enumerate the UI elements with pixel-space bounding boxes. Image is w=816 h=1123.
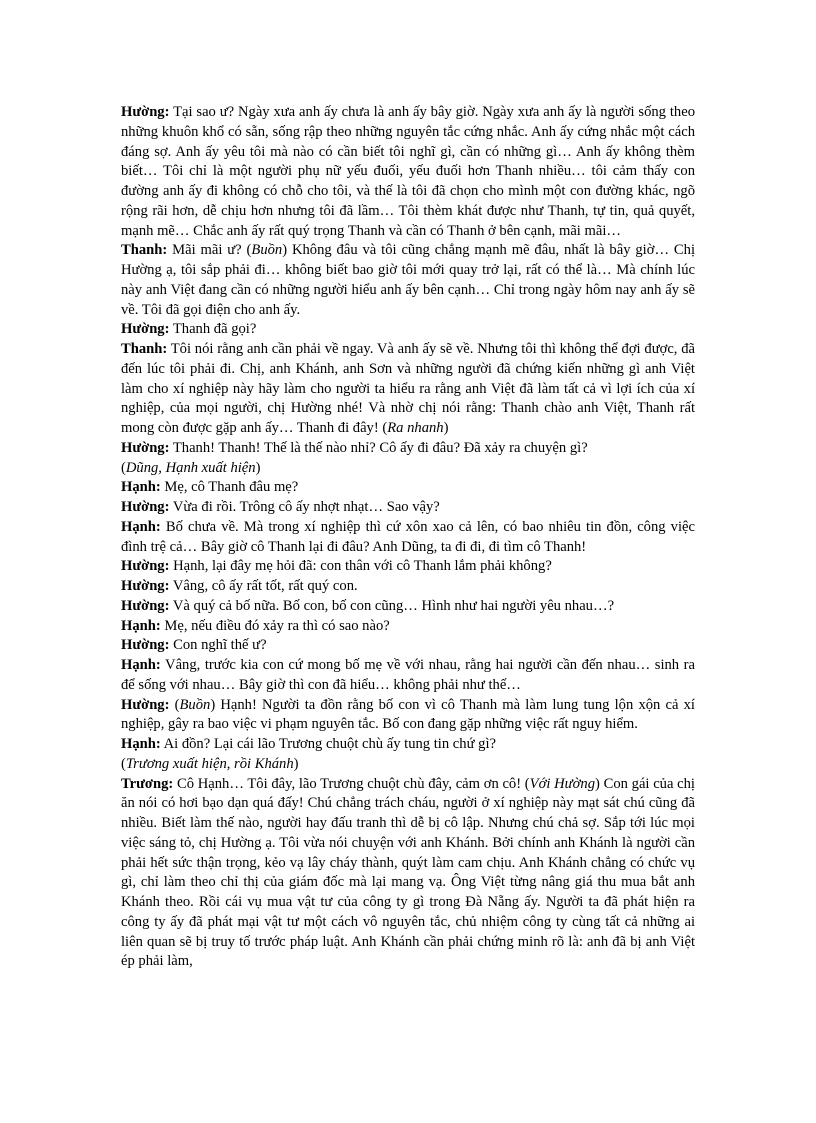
italic-direction-text: Buồn — [179, 696, 211, 713]
dialogue-text: ( — [121, 459, 126, 476]
dialogue-paragraph — [121, 478, 695, 498]
dialogue-paragraph — [121, 735, 695, 755]
speaker-name: Hường: — [121, 696, 170, 713]
speaker-name: Hường: — [121, 321, 170, 338]
dialogue-paragraph — [121, 577, 695, 597]
dialogue-text: ) — [293, 755, 299, 772]
dialogue-paragraph — [121, 617, 695, 637]
dialogue-text: Và quý cả bố nữa. Bố con, bố con cũng… Hình như hai người yêu nhau…? — [169, 597, 615, 614]
dialogue-text: Ai đồn? Lại cái lão Trương chuột chù ấy tung tin chứ gì? — [160, 736, 496, 752]
dialogue-text: ( — [169, 696, 180, 713]
stage-direction — [121, 755, 695, 775]
dialogue-text: Mãi mãi ư? ( — [167, 242, 252, 259]
italic-direction-text: Buồn — [251, 242, 283, 259]
dialogue-paragraph — [121, 557, 695, 577]
dialogue-paragraph — [121, 103, 695, 241]
speaker-name: Hạnh: — [121, 518, 161, 535]
speaker-name: Hạnh: — [121, 479, 161, 496]
dialogue-text: Vâng, trước kia con cứ mong bố mẹ về với nhau, rằng hai người cần đến nhau… sinh ra để sống với nhau… Bây giờ thì con đã hiểu… không phải như thế… — [121, 657, 695, 693]
speaker-name: Hạnh: — [121, 736, 161, 752]
dialogue-text: ) Con gái của chị ăn nói có hơi bạo dạn quá đấy! Chú chẳng trách cháu, người ở xí nghiệp này mạt sát chú cũng đã nhiều. Biết làm thế nào, người hay đấu tranh thì dễ bị cô lập. Nhưng chú chả sợ. Sắp tới lúc mọi việc sáng tỏ, chị Hường ạ. Tôi vừa nói chuyện với anh Khánh. Bởi chính anh Khánh là người cần phải hết sức thận trọng, kẻo vạ lây cháy thành, quýt làm cam chịu. Anh Khánh chẳng có chức vụ gì, chỉ làm theo chỉ thị của giám đốc mà lại mang vạ. Ông Việt từng nâng giá thu mua bắt anh Khánh theo. Rồi cái vụ mua vật tư của công ty gì trong Đà Nẵng ấy. Người ta đã phát hiện ra công ty ấy đã phát mại vật tư một cách vô nguyên tắc, chủ nhiệm công ty cùng tất cả những ai liên quan sẽ bị truy tố trước pháp luật. Anh Khánh cần phải chứng minh rõ là: anh đã bị anh Việt ép phải làm, — [121, 775, 695, 970]
dialogue-text: Cô Hạnh… Tôi đây, lão Trương chuột chù đây, cảm ơn cô! ( — [173, 775, 530, 792]
dialogue-text: Vâng, cô ấy rất tốt, rất quý con. — [169, 578, 358, 594]
dialogue-text: ) Không đâu và tôi cũng chẳng mạnh mẽ đâu, nhất là bây giờ… Chị Hường ạ, tôi sắp phải đi… không biết bao giờ tôi mới quay trở lại, rất có thể là… Mà chính lúc này anh Việt đang cần có những người hiểu anh ấy bên cạnh… Chỉ trong ngày hôm nay anh ấy sẽ về. Tôi đã gọi điện cho anh ấy. — [121, 242, 696, 318]
speaker-name: Hường: — [121, 104, 170, 120]
speaker-name: Hường: — [121, 578, 170, 594]
dialogue-text: ) — [443, 420, 449, 436]
dialogue-paragraph — [121, 340, 695, 439]
speaker-name: Trương: — [121, 775, 174, 792]
dialogue-text: ( — [121, 755, 126, 772]
speaker-name: Thanh: — [121, 242, 168, 259]
dialogue-text: Hạnh, lại đây mẹ hỏi đã: con thân với cô Thanh lắm phải không? — [169, 558, 552, 575]
dialogue-text: ) Hạnh! Người ta đồn rằng bố con vì cô Thanh mà làm lung tung lộn xộn cả xí nghiệp, gây ra bao việc vi phạm nguyên tắc. Bố con đang gặp những việc rất nguy hiểm. — [121, 696, 695, 733]
dialogue-paragraph — [121, 320, 695, 340]
dialogue-paragraph — [121, 636, 695, 656]
italic-direction-text: Dũng, Hạnh xuất hiện — [125, 459, 256, 476]
speaker-name: Hường: — [121, 597, 170, 614]
italic-direction-text: Trương xuất hiện, rồi Khánh — [125, 755, 294, 772]
speaker-name: Hường: — [121, 439, 170, 456]
dialogue-text: Mẹ, cô Thanh đâu mẹ? — [160, 479, 299, 496]
speaker-name: Thanh: — [121, 341, 168, 357]
dialogue-paragraph — [121, 597, 695, 617]
speaker-name: Hường: — [121, 499, 170, 515]
dialogue-paragraph — [121, 439, 695, 459]
speaker-name: Hạnh: — [121, 657, 161, 673]
document-page — [121, 103, 695, 972]
dialogue-text: Mẹ, nếu điều đó xảy ra thì có sao nào? — [160, 617, 390, 634]
dialogue-paragraph — [121, 518, 695, 558]
dialogue-text: Thanh đã gọi? — [169, 321, 257, 338]
dialogue-paragraph — [121, 775, 695, 973]
italic-direction-text: Với Hường — [529, 775, 596, 792]
speaker-name: Hường: — [121, 558, 170, 575]
dialogue-paragraph — [121, 656, 695, 696]
dialogue-paragraph — [121, 241, 695, 320]
dialogue-text: Thanh! Thanh! Thế là thế nào nhỉ? Cô ấy đi đâu? Đã xảy ra chuyện gì? — [169, 439, 588, 456]
dialogue-text: Vừa đi rồi. Trông cô ấy nhợt nhạt… Sao vậy? — [169, 499, 440, 515]
dialogue-text: ) — [255, 459, 261, 476]
dialogue-text: Con nghĩ thế ư? — [169, 637, 267, 654]
dialogue-text: Tôi nói rằng anh cần phải về ngay. Và anh ấy sẽ về. Nhưng tôi thì không thể đợi được, đã đến lúc tôi phải đi. Chị, anh Khánh, anh Sơn và những người đã chứng kiến những gì anh Việt làm cho xí nghiệp này hãy làm cho người ta hiểu ra rằng anh Việt đã làm tất cả vì lợi ích của xí nghiệp, của mọi người, chị Hường nhé! Và nhờ chị nói rằng: Thanh chào anh Việt, Thanh rất mong còn được gặp anh ấy… Thanh đi đây! ( — [121, 341, 695, 436]
speaker-name: Hường: — [121, 637, 170, 654]
stage-direction — [121, 459, 695, 479]
dialogue-text: Bố chưa về. Mà trong xí nghiệp thì cứ xôn xao cả lên, có bao nhiêu tin đồn, công việc đình trệ cả… Bây giờ cô Thanh lại đi đâu? Anh Dũng, ta đi đi, đi tìm cô Thanh! — [121, 518, 695, 555]
dialogue-paragraph — [121, 498, 695, 518]
italic-direction-text: Ra nhanh — [387, 420, 444, 436]
dialogue-text: Tại sao ư? Ngày xưa anh ấy chưa là anh ấy bây giờ. Ngày xưa anh ấy là người sống theo những khuôn khổ có sẵn, sống rập theo những nguyên tắc cứng nhắc. Anh ấy cứng nhắc một cách đáng sợ. Anh ấy yêu tôi mà nào có cần biết tôi nghĩ gì, cần có những gì… Anh ấy không thèm biết… Tôi chỉ là một người phụ nữ yếu đuối, yếu đuối hơn Thanh nhiều… tôi cảm thấy con đường anh ấy đi không có chỗ cho tôi, và thế là tôi đã chọn cho mình một con đường khác, ngõ rộng rãi hơn, dễ chịu hơn nhưng tôi đã lầm… Tôi thèm khát được như Thanh, tự tin, quả quyết, mạnh mẽ… Chắc anh ấy rất quý trọng Thanh và cần có Thanh ở bên cạnh, mãi mãi… — [121, 104, 695, 239]
dialogue-paragraph — [121, 696, 695, 736]
speaker-name: Hạnh: — [121, 617, 161, 634]
